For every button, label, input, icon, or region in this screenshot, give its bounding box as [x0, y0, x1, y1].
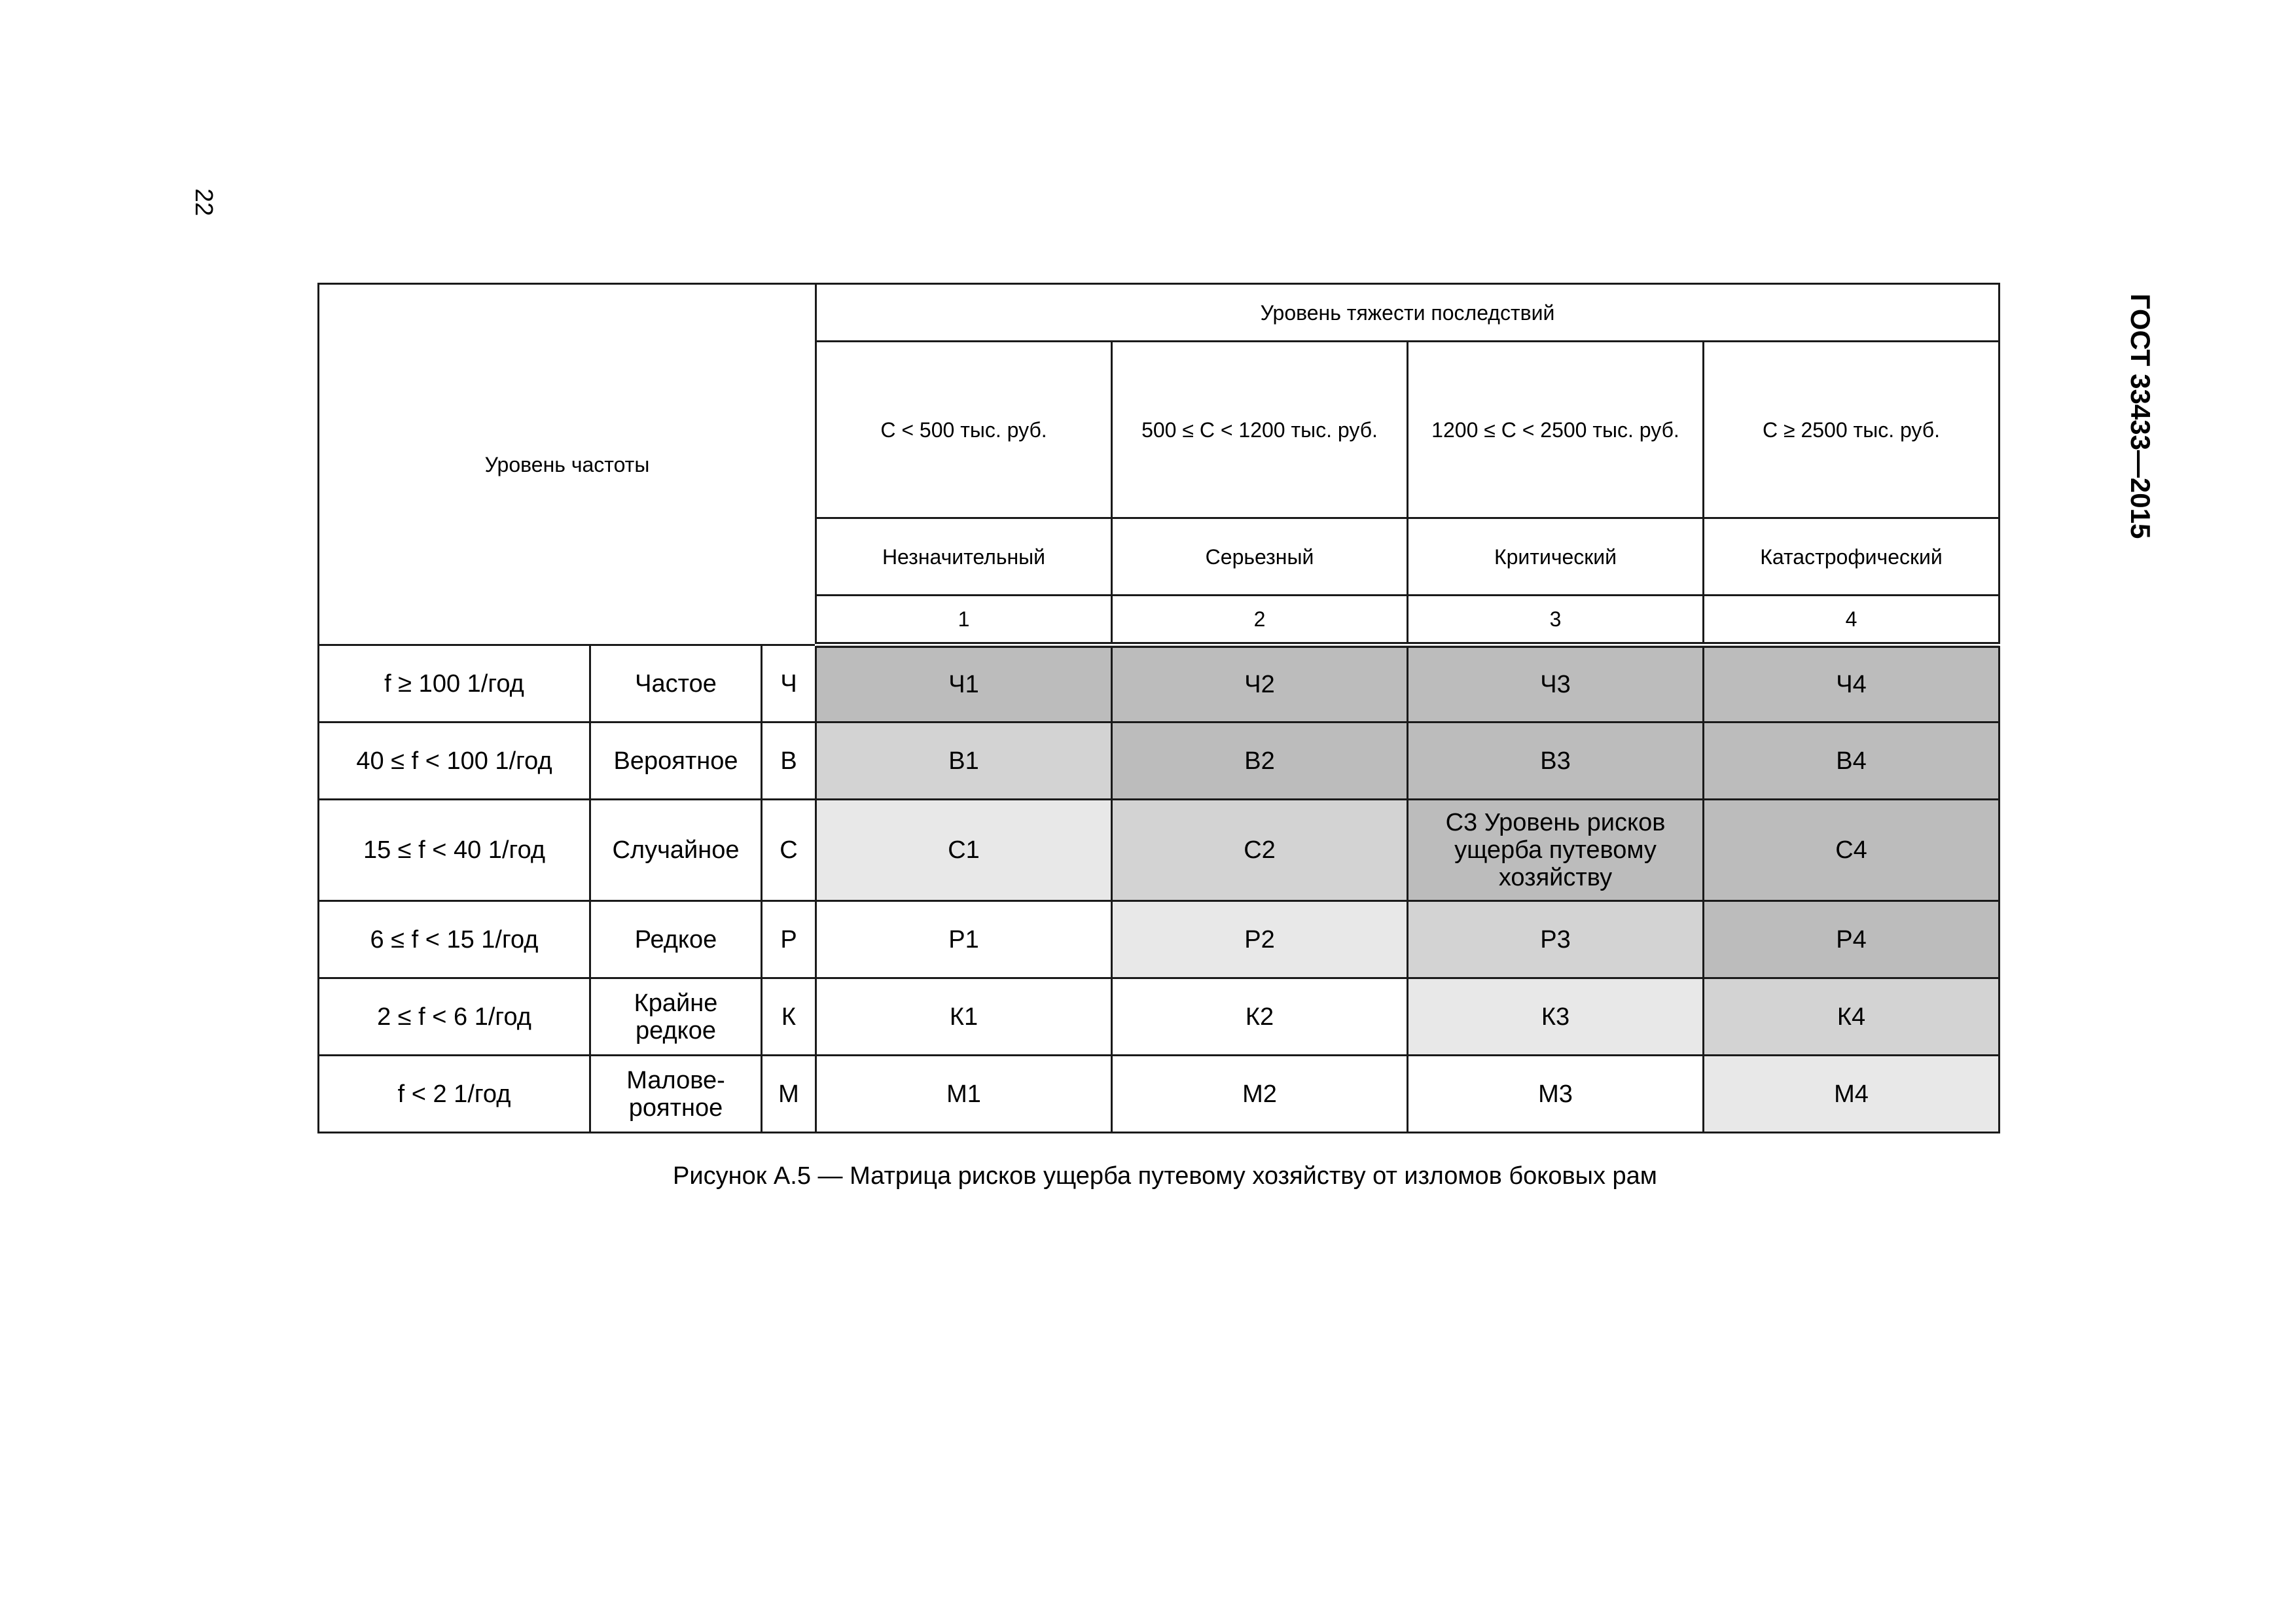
severity-number-2: 2 — [1112, 596, 1408, 645]
frequency-level-header: Уровень частоты — [319, 284, 816, 645]
cost-range-1: C < 500 тыс. руб. — [816, 342, 1112, 518]
risk-cell: М4 — [1704, 1056, 2000, 1133]
cost-range-2: 500 ≤ C < 1200 тыс. руб. — [1112, 342, 1408, 518]
frequency-code: К — [762, 978, 816, 1056]
severity-level-header: Уровень тяжести последствий — [816, 284, 2000, 342]
severity-level-1: Незначительный — [816, 518, 1112, 596]
frequency-range: 2 ≤ f < 6 1/год — [319, 978, 590, 1056]
frequency-code: В — [762, 722, 816, 800]
frequency-name: Вероятное — [590, 722, 762, 800]
risk-cell: В3 — [1408, 722, 1704, 800]
risk-cell: В2 — [1112, 722, 1408, 800]
risk-cell: Ч2 — [1112, 645, 1408, 722]
frequency-code: С — [762, 800, 816, 901]
risk-cell: К4 — [1704, 978, 2000, 1056]
risk-cell: С4 — [1704, 800, 2000, 901]
risk-cell: В1 — [816, 722, 1112, 800]
matrix-row — [319, 1056, 2000, 1133]
risk-cell: Р1 — [816, 901, 1112, 978]
frequency-name: Малове-роятное — [590, 1056, 762, 1133]
document-code: ГОСТ 33433—2015 — [2125, 293, 2156, 539]
severity-number-1: 1 — [816, 596, 1112, 645]
frequency-code: Р — [762, 901, 816, 978]
cost-range-3: 1200 ≤ C < 2500 тыс. руб. — [1408, 342, 1704, 518]
risk-cell: Ч3 — [1408, 645, 1704, 722]
risk-cell: М1 — [816, 1056, 1112, 1133]
frequency-name: Крайне редкое — [590, 978, 762, 1056]
risk-cell: К1 — [816, 978, 1112, 1056]
risk-cell: С3 Уровень рисков ущерба путевому хозяйству — [1408, 800, 1704, 901]
frequency-name: Редкое — [590, 901, 762, 978]
risk-cell: Ч4 — [1704, 645, 2000, 722]
risk-cell: М3 — [1408, 1056, 1704, 1133]
risk-cell: К3 — [1408, 978, 1704, 1056]
severity-level-4: Катастрофический — [1704, 518, 2000, 596]
risk-cell: М2 — [1112, 1056, 1408, 1133]
risk-cell: Р4 — [1704, 901, 2000, 978]
severity-level-3: Критический — [1408, 518, 1704, 596]
matrix-row — [319, 800, 2000, 901]
risk-cell: С2 — [1112, 800, 1408, 901]
frequency-name: Случайное — [590, 800, 762, 901]
risk-cell: Ч1 — [816, 645, 1112, 722]
figure-caption: Рисунок А.5 — Матрица рисков ущерба путевому хозяйству от изломов боковых рам — [673, 1162, 1657, 1190]
cost-range-4: C ≥ 2500 тыс. руб. — [1704, 342, 2000, 518]
matrix-body — [319, 645, 2000, 1133]
frequency-range: 6 ≤ f < 15 1/год — [319, 901, 590, 978]
frequency-range: f < 2 1/год — [319, 1056, 590, 1133]
matrix-row — [319, 901, 2000, 978]
risk-cell: Р3 — [1408, 901, 1704, 978]
risk-matrix-table — [317, 283, 2000, 1133]
matrix-row — [319, 722, 2000, 800]
matrix-row — [319, 645, 2000, 722]
page-number: 22 — [190, 188, 218, 217]
severity-number-3: 3 — [1408, 596, 1704, 645]
risk-cell: С1 — [816, 800, 1112, 901]
frequency-range: f ≥ 100 1/год — [319, 645, 590, 722]
frequency-name: Частое — [590, 645, 762, 722]
frequency-code: Ч — [762, 645, 816, 722]
frequency-code: М — [762, 1056, 816, 1133]
frequency-range: 15 ≤ f < 40 1/год — [319, 800, 590, 901]
severity-number-4: 4 — [1704, 596, 2000, 645]
risk-cell: Р2 — [1112, 901, 1408, 978]
risk-cell: К2 — [1112, 978, 1408, 1056]
frequency-range: 40 ≤ f < 100 1/год — [319, 722, 590, 800]
risk-cell: В4 — [1704, 722, 2000, 800]
matrix-row — [319, 978, 2000, 1056]
severity-level-2: Серьезный — [1112, 518, 1408, 596]
